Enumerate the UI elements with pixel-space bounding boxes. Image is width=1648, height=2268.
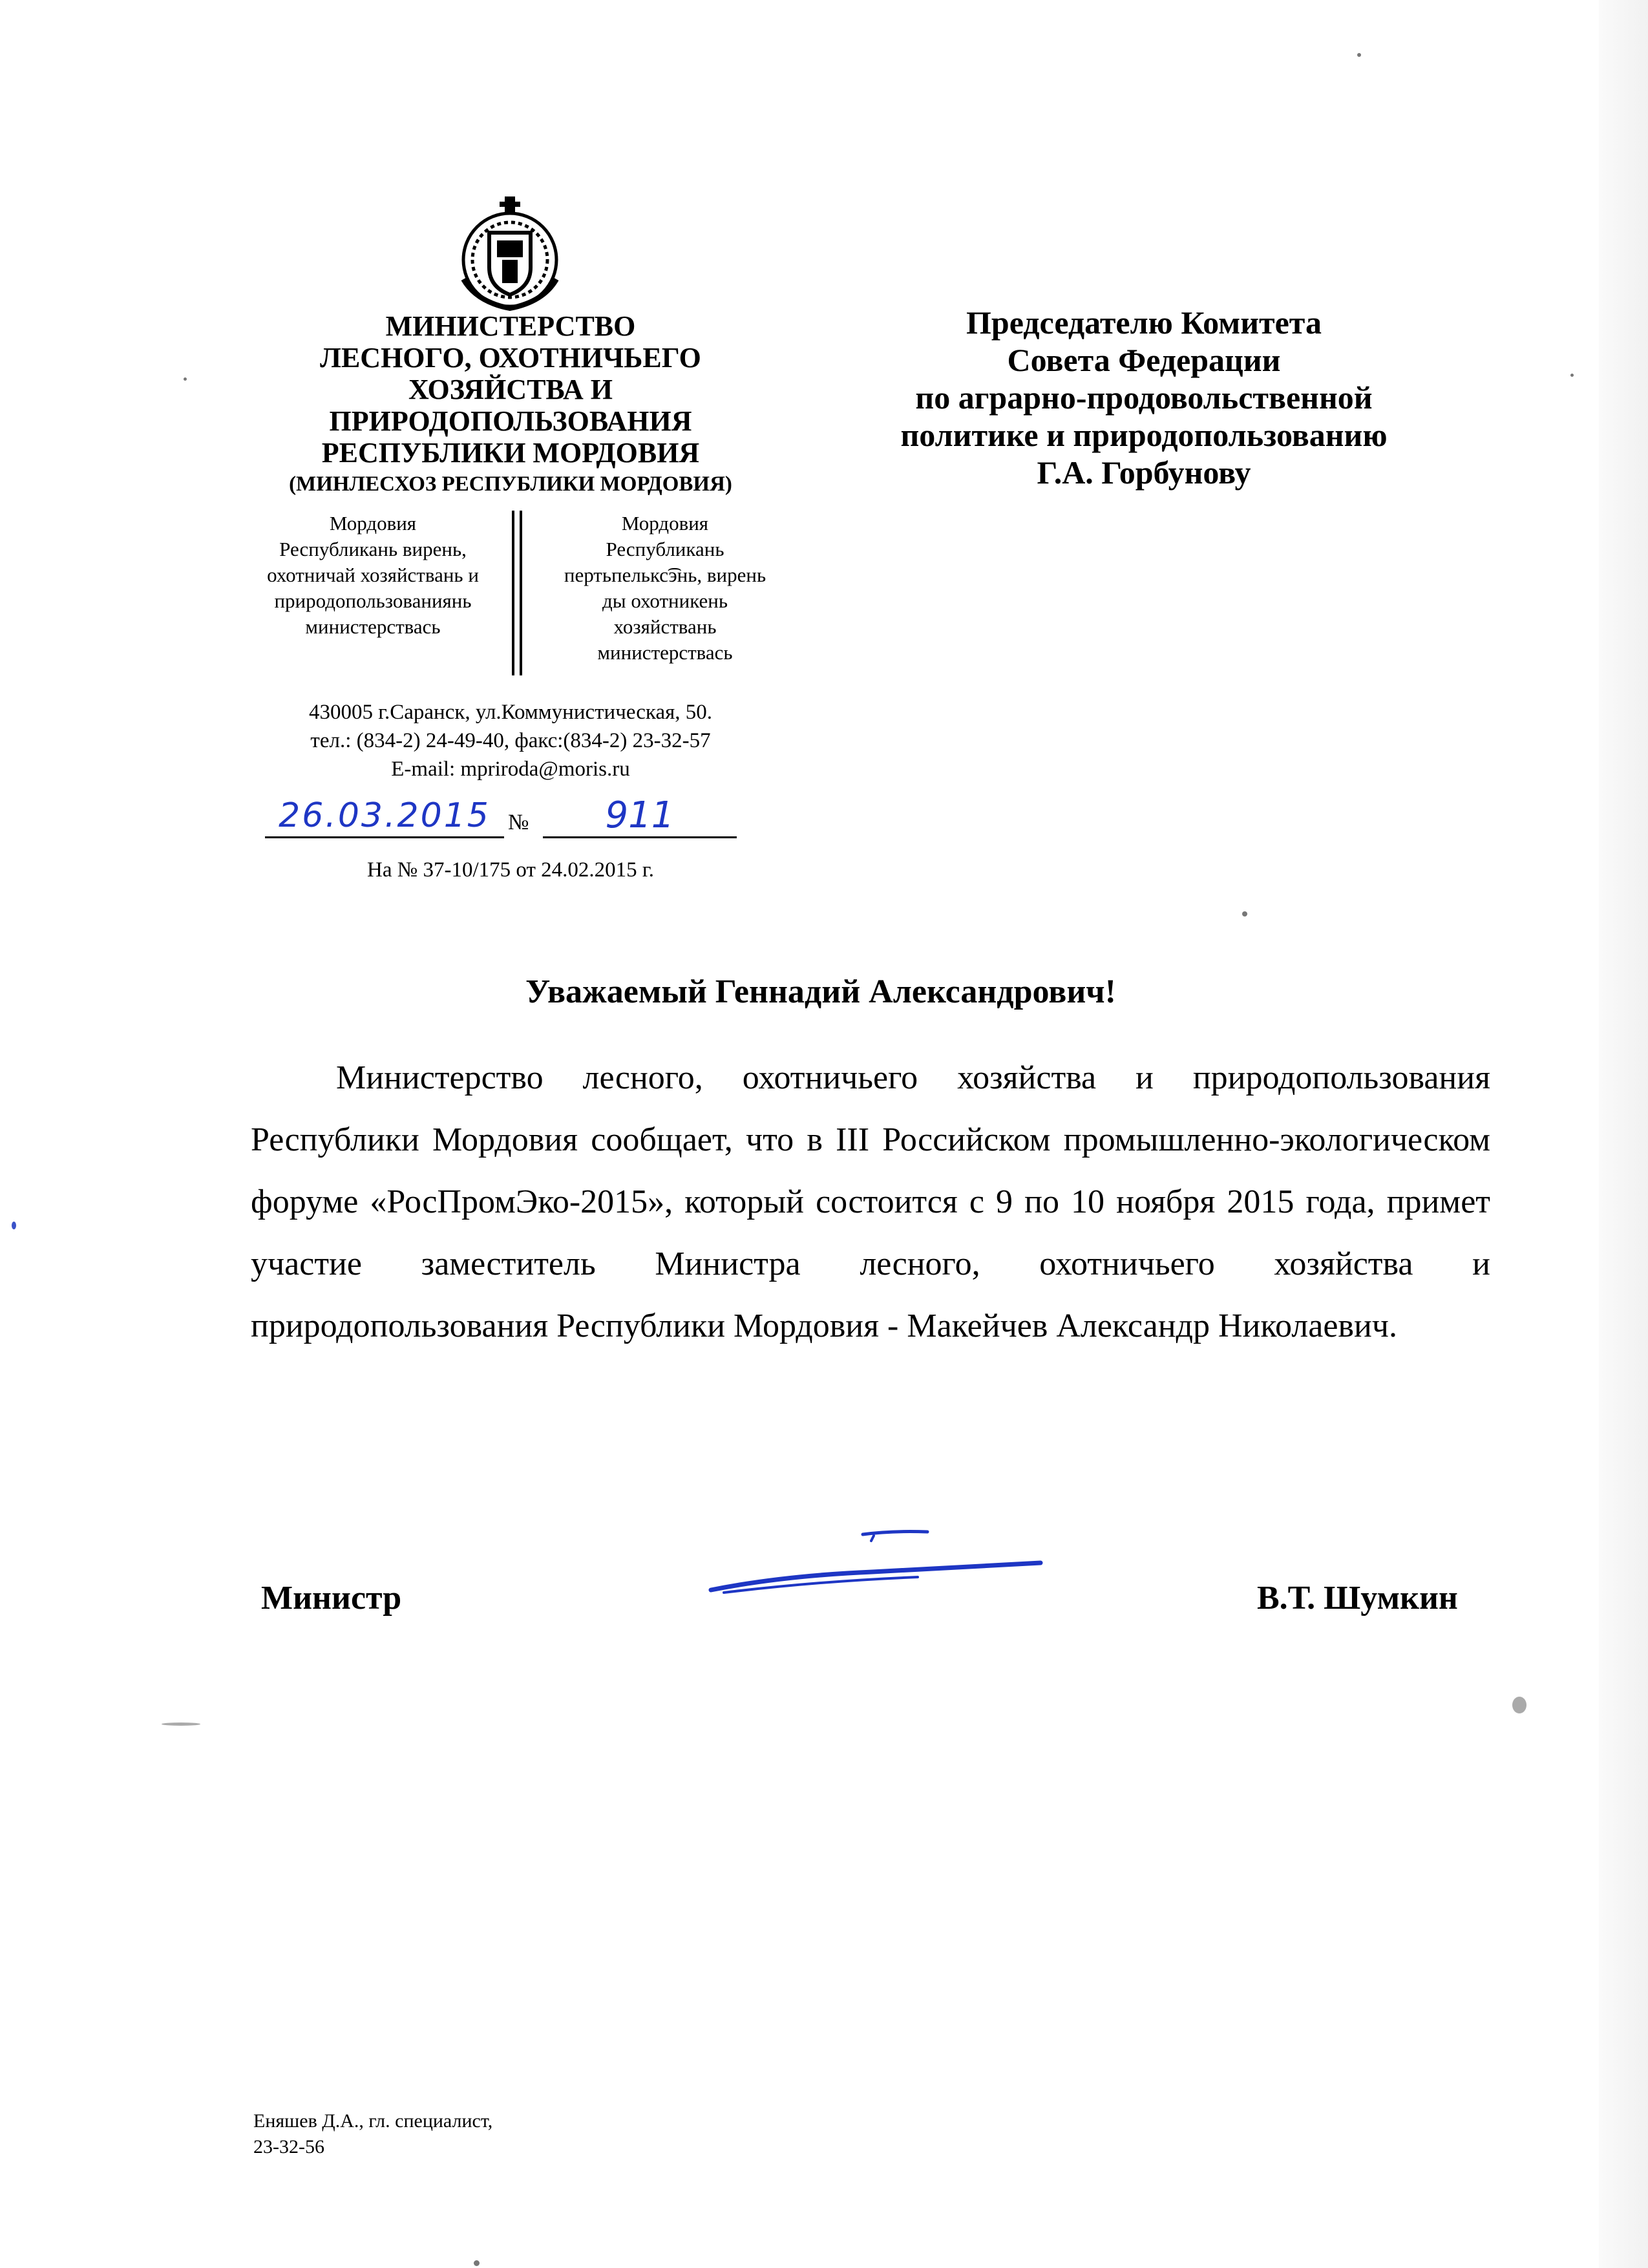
erzya-line: министерствась [597,641,733,664]
signatory-position: Министр [261,1580,402,1616]
erzya-line: хозяйствань [613,615,717,638]
org-address: 430005 г.Саранск, ул.Коммунистическая, 50. [308,701,713,724]
org-title-line: ЛЕСНОГО, ОХОТНИЧЬЕГО [320,342,701,374]
org-title-line: РЕСПУБЛИКИ МОРДОВИЯ [321,437,700,469]
org-contacts [233,698,788,783]
erzya-line: Мордовия [621,512,709,535]
executor-info [253,2108,492,2160]
moksha-line: охотничай хозяйствань и [267,564,479,586]
executor-phone: 23-32-56 [253,2136,324,2157]
erzya-line: ды охотникень [602,589,728,612]
moksha-line: министерствась [305,615,441,638]
greeting: Уважаемый Геннадий Александрович! [525,973,1116,1010]
scan-speck [1512,1697,1527,1713]
column-divider [520,511,522,675]
number-sign: № [508,811,529,834]
org-short-name: (МИНЛЕСХОЗ РЕСПУБЛИКИ МОРДОВИЯ) [289,472,732,496]
column-divider [512,511,514,675]
signatory-name: В.Т. Шумкин [1257,1580,1458,1616]
org-title-line: ХОЗЯЙСТВА И [408,374,613,405]
reply-reference: На № 37-10/175 от 24.02.2015 г. [367,858,654,882]
scan-page-edge [1599,0,1648,2268]
moksha-line: Мордовия [329,512,417,535]
addressee-line: Г.А. Горбунову [1037,454,1251,491]
addressee-block [821,304,1467,491]
org-phone: тел.: (834-2) 24-49-40, факс:(834-2) 23-32-57 [310,729,711,752]
executor-name: Еняшев Д.А., гл. специалист, [253,2110,493,2132]
scan-speck [12,1222,16,1229]
erzya-line: Республикань [606,538,724,560]
moksha-line: Республикань вирень, [279,538,467,560]
scan-speck [1242,911,1247,917]
addressee-line: политике и природопользованию [900,417,1388,453]
org-title-line: МИНИСТЕРСТВО [385,310,636,342]
scan-speck [1357,53,1361,57]
scan-speck [162,1722,200,1726]
moksha-org-name [240,511,505,640]
scan-speck [184,377,187,381]
bilingual-org-names [240,511,786,679]
erzya-org-name [544,511,786,666]
letter-body: Министерство лесного, охотничьего хозяйства и природопользования Республики Мордовия сообщает, что в III Российском промышленно-экологическом форуме «РосПромЭко-2015», который состоится с 9 по 10 ноября 2015 года, примет участие заместитель Министра лесного, охотничьего хозяйства и природопользования Республики Мордовия - Макейчев Александр Николаевич. [251,1059,1490,1344]
organization-title [233,310,788,500]
handwritten-number: 911 [543,796,737,838]
org-title-line: ПРИРОДОПОЛЬЗОВАНИЯ [329,405,692,437]
erzya-line: пертьпелькс͡энь, вирень [564,564,766,586]
handwritten-signature [704,1525,1047,1603]
addressee-line: по аграрно-продовольственной [915,379,1373,416]
registration-line [265,795,737,840]
addressee-line: Председателю Комитета [966,304,1322,341]
handwritten-date: 26.03.2015 [265,796,504,838]
coat-of-arms-emblem [450,195,570,313]
org-email: E-mail: mpriroda@moris.ru [391,758,630,781]
moksha-line: природопользованиянь [274,589,472,612]
scan-speck [1570,374,1574,377]
scan-speck [474,2260,480,2266]
addressee-line: Совета Федерации [1007,342,1281,378]
